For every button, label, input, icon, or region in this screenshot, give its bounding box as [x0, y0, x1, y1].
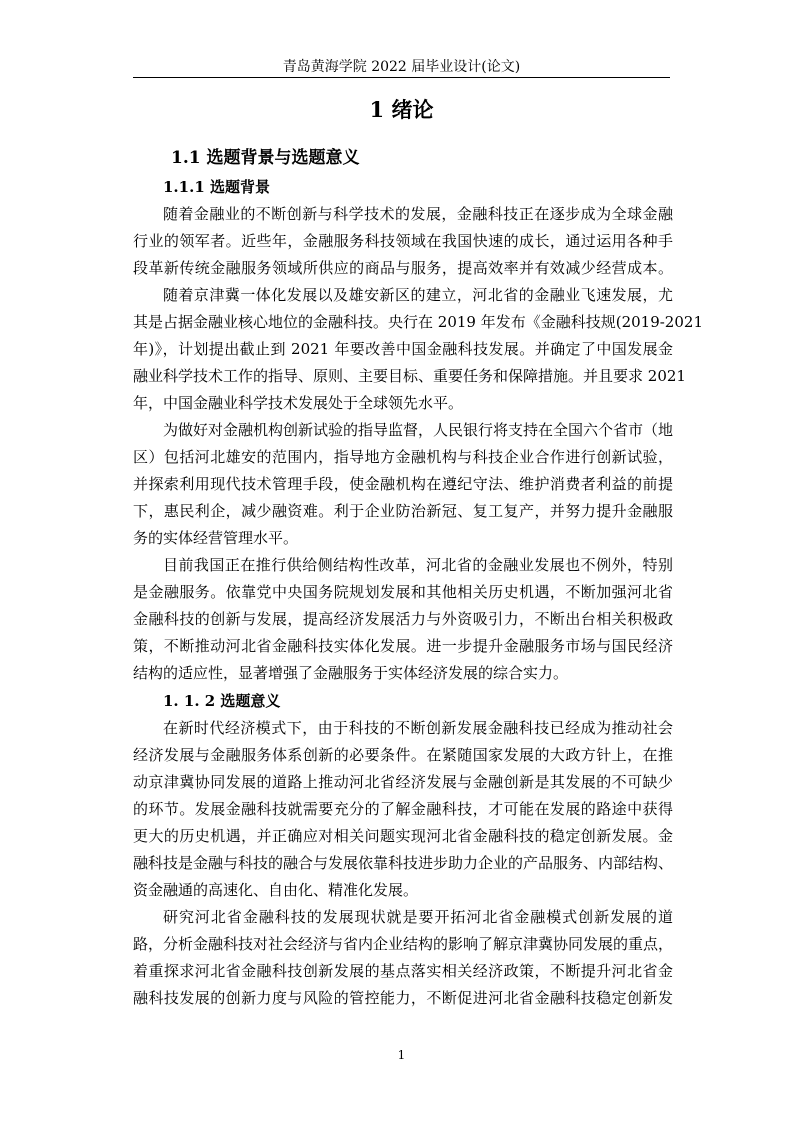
paragraph-line: 并探索利用现代技术管理手段，使金融机构在遵纪守法、维护消费者利益的前提	[133, 475, 673, 493]
paragraph-line: 务的实体经营管理水平。	[133, 529, 299, 547]
paragraph-line: 融科技是金融与科技的融合与发展依靠科技进步助力企业的产品服务、内部结构、	[133, 854, 674, 872]
paragraph-line: 经济发展与金融服务体系创新的必要条件。在紧随国家发展的大政方针上，在推	[133, 746, 673, 764]
paragraph-line: 研究河北省金融科技的发展现状就是要开拓河北省金融模式创新发展的道	[163, 908, 673, 926]
page-number: 1	[397, 1048, 406, 1062]
paragraph-line: 路，分析金融科技对社会经济与省内企业结构的影响了解京津冀协同发展的重点，	[133, 935, 674, 953]
section-heading-1-1-2: 1. 1. 2 选题意义	[163, 692, 281, 710]
paragraph	[133, 201, 673, 282]
paragraph-line: 随着京津冀一体化发展以及雄安新区的建立，河北省的金融业飞速发展，尤	[163, 286, 673, 304]
header-divider	[133, 77, 670, 78]
document-body	[133, 143, 703, 1012]
paragraph	[133, 904, 673, 1012]
paragraph-line: 为做好对金融机构创新试验的指导监督，人民银行将支持在全国六个省市（地	[163, 421, 674, 439]
section-heading-1-1: 1.1 选题背景与选题意义	[171, 148, 360, 168]
paragraph-line: 年，中国金融业科学技术发展处于全球领先水平。	[133, 394, 464, 412]
paragraph-line: 下，惠民利企，减少融资难。利于企业防治新冠、复工复产，并努力提升金融服	[133, 502, 673, 520]
paragraph-line: 融科技发展的创新力度与风险的管控能力，不断促进河北省金融科技稳定创新发	[133, 989, 673, 1007]
paragraph-line: 着重探求河北省金融科技创新发展的基点落实相关经济政策，不断提升河北省金	[133, 962, 673, 980]
paragraph-line: 策，不断推动河北省金融科技实体化发展。进一步提升金融服务市场与国民经济	[133, 637, 673, 655]
paragraph-line: 在新时代经济模式下，由于科技的不断创新发展金融科技已经成为推动社会	[163, 719, 673, 737]
paragraph-line: 行业的领军者。近些年，金融服务科技领域在我国快速的成长，通过运用各种手	[133, 232, 673, 250]
paragraph	[133, 715, 673, 904]
paragraph-line: 其是占据金融业核心地位的金融科技。央行在 2019 年发布《金融科技规(2019-2021	[133, 313, 703, 331]
paragraph-line: 年)》，计划提出截止到 2021 年要改善中国金融科技发展。并确定了中国发展金	[133, 340, 673, 358]
paragraph-line: 的环节。发展金融科技就需要充分的了解金融科技，才可能在发展的路途中获得	[133, 800, 673, 818]
paragraph-line: 随着金融业的不断创新与科学技术的发展，金融科技正在逐步成为全球金融	[163, 205, 673, 223]
paragraph	[133, 282, 703, 417]
paragraph-line: 金融科技的创新与发展，提高经济发展活力与外资吸引力，不断出台相关积极政	[133, 610, 673, 628]
page-header: 青岛黄海学院 2022 届毕业设计(论文)	[282, 59, 521, 75]
paragraph	[133, 417, 673, 552]
paragraph-line: 是金融服务。依靠党中央国务院规划发展和其他相关历史机遇，不断加强河北省	[133, 583, 673, 601]
paragraph-line: 更大的历史机遇，并正确应对相关问题实现河北省金融科技的稳定创新发展。金	[133, 827, 673, 845]
paragraph-line: 区）包括河北雄安的范围内，指导地方金融机构与科技企业合作进行创新试验，	[133, 448, 673, 466]
paragraph	[133, 552, 673, 687]
paragraph-line: 动京津冀协同发展的道路上推动河北省经济发展与金融创新是其发展的不可缺少	[133, 773, 673, 791]
section-heading-1-1-1: 1.1.1 选题背景	[163, 178, 270, 196]
chapter-title: 1 绪论	[369, 97, 434, 122]
paragraph-line: 融业科学技术工作的指导、原则、主要目标、重要任务和保障措施。并且要求 2021	[133, 367, 686, 385]
paragraph-line: 资金融通的高速化、自由化、精准化发展。	[133, 881, 419, 899]
paragraph-line: 目前我国正在推行供给侧结构性改革，河北省的金融业发展也不例外，特别	[163, 556, 673, 574]
paragraph-line: 段革新传统金融服务领域所供应的商品与服务，提高效率并有效减少经营成本。	[133, 259, 673, 277]
paragraph-line: 结构的适应性，显著增强了金融服务于实体经济发展的综合实力。	[133, 664, 569, 682]
